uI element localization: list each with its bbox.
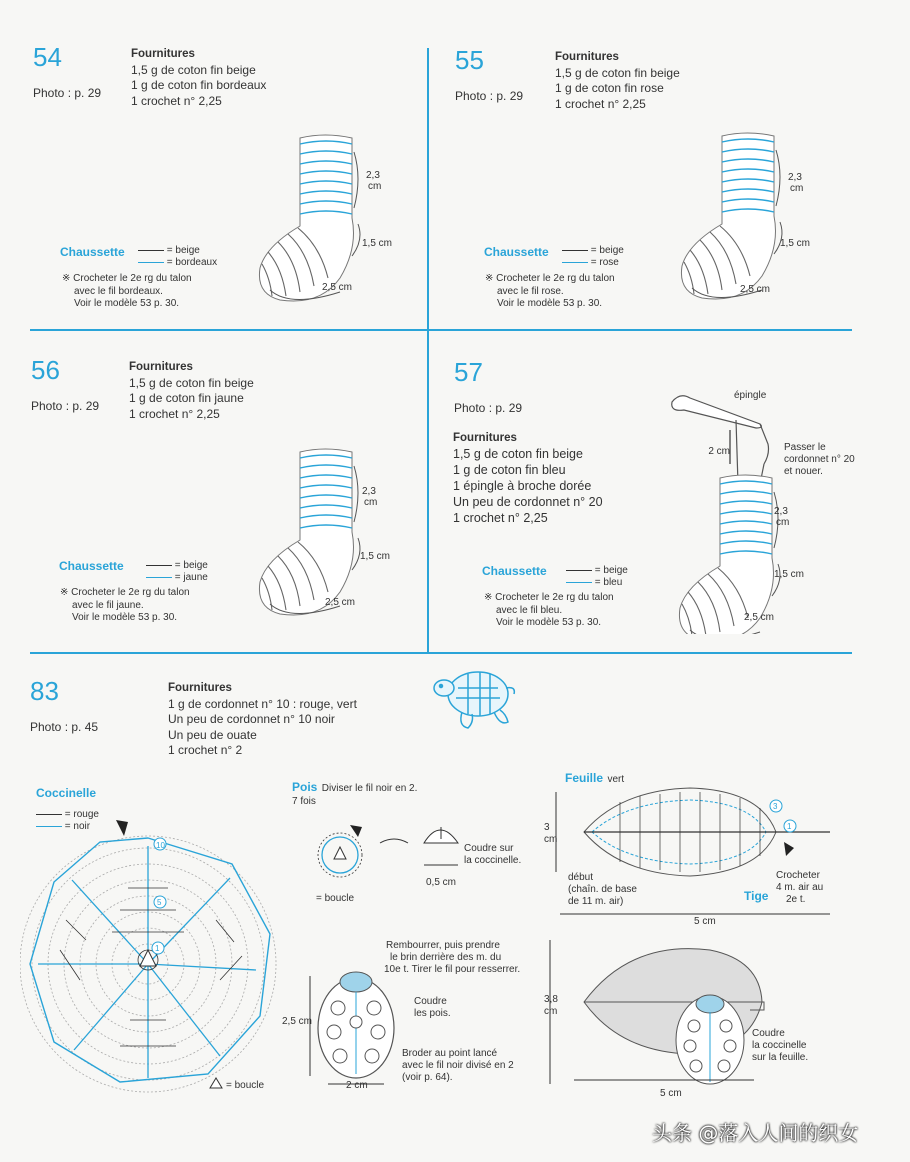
leaf-title: Feuille: [565, 771, 604, 785]
sew-leaf-3: sur la feuille.: [752, 1052, 809, 1063]
leaf-start-2: (chaîn. de base: [568, 884, 637, 895]
model-number: 57: [454, 357, 483, 387]
note-line: Voir le modèle 53 p. 30.: [496, 617, 602, 628]
color-legend: [146, 560, 208, 584]
note-line: avec le fil rose.: [497, 285, 564, 297]
sock-title: Chaussette: [482, 564, 547, 578]
bug-height: 2,5 cm: [282, 1016, 313, 1027]
note-line: avec le fil jaune.: [72, 599, 144, 611]
sock-diagram: [250, 128, 400, 308]
supply-item: Un peu de cordonnet n° 20: [453, 495, 603, 509]
supply-item: 1 g de coton fin bordeaux: [131, 78, 267, 92]
legend-second: = jaune: [174, 572, 208, 583]
color-legend: [562, 245, 624, 269]
watermark: 头条 @落入人间的织女: [652, 1121, 859, 1145]
note-line: Voir le modèle 53 p. 30.: [72, 612, 178, 623]
note-line: ※ Crocheter le 2e rg du talon: [484, 592, 614, 603]
model-number: 54: [33, 42, 62, 72]
leaf-color: vert: [607, 774, 625, 785]
supply-item: 1 crochet n° 2,25: [131, 93, 222, 108]
bug-width: 2 cm: [346, 1080, 368, 1091]
note: [485, 273, 615, 311]
supplies-list: [555, 50, 680, 112]
foot-label: 2,5 cm: [744, 612, 775, 623]
leaf-row-1: 1: [787, 822, 792, 831]
ladybug-title: Coccinelle: [36, 786, 97, 800]
sew-leaf-2: la coccinelle: [752, 1040, 807, 1051]
supplies-heading: Fournitures: [129, 361, 193, 373]
height-unit: cm: [364, 497, 378, 508]
supply-item: 1 crochet n° 2,25: [453, 511, 548, 525]
legend-beige: = beige: [166, 245, 200, 256]
stuff-line-1: Rembourrer, puis prendre: [386, 940, 500, 951]
supply-item: 1 g de coton fin jaune: [129, 391, 244, 405]
legend-beige: = beige: [174, 560, 208, 571]
legend-second: = rose: [590, 257, 619, 268]
heel-label: 1,5 cm: [774, 569, 805, 580]
leaf-width: 5 cm: [694, 916, 716, 927]
leaf-hook-1: Crocheter: [776, 870, 820, 881]
pass-line-1: Passer le: [784, 442, 826, 453]
pois-sew-2: la coccinelle.: [464, 855, 522, 866]
sock-with-pin-diagram: [660, 384, 860, 634]
height-label: 2,3: [362, 486, 376, 497]
pois-diagram: [300, 815, 540, 915]
heel-label: 1,5 cm: [360, 551, 391, 562]
note-line: avec le fil bordeaux.: [74, 285, 163, 297]
supplies-list: [131, 47, 266, 109]
boucle-legend: = boucle: [316, 893, 355, 904]
leaf-start-1: début: [568, 872, 594, 883]
foot-label: 2,5 cm: [740, 284, 771, 295]
color-legend: [138, 245, 217, 269]
row-label-5: 5: [157, 898, 162, 907]
foot-label: 2,5 cm: [325, 597, 356, 608]
ladybug-stitch-chart: [20, 820, 280, 1100]
sew-dots-1: Coudre: [414, 996, 447, 1007]
note-line: Voir le modèle 53 p. 30.: [497, 298, 603, 309]
boucle-legend: = boucle: [226, 1080, 265, 1091]
supplies-list: [168, 681, 357, 759]
pois-size: 0,5 cm: [426, 877, 457, 888]
legend-second: = bordeaux: [166, 257, 218, 268]
model-number: 56: [31, 355, 60, 385]
divider-horizontal-1: [30, 329, 852, 331]
sock-diagram: [672, 126, 822, 306]
embroider-3: (voir p. 64).: [402, 1072, 453, 1083]
leaf-hook-3: 2e t.: [786, 894, 806, 905]
heel-label: 1,5 cm: [780, 238, 811, 249]
height-unit: cm: [790, 183, 804, 194]
pois-sew-1: Coudre sur: [464, 843, 514, 854]
pass-line-3: et nouer.: [784, 466, 823, 477]
height-unit: cm: [776, 517, 790, 528]
leaf-finished-diagram: [540, 940, 840, 1100]
height-label: 2,3: [788, 172, 802, 183]
supply-item: Un peu de cordonnet n° 10 noir: [168, 712, 335, 726]
model-number: 83: [30, 676, 59, 706]
note-line: ※ Crocheter le 2e rg du talon: [62, 273, 192, 284]
legend-noir: = noir: [64, 821, 91, 832]
supplies-heading: Fournitures: [168, 682, 232, 694]
supply-item: 1,5 g de coton fin beige: [131, 62, 256, 77]
leaf-start-3: de 11 m. air): [568, 896, 624, 907]
supply-item: 1,5 g de coton fin beige: [555, 65, 680, 80]
note-line: avec le fil bleu.: [496, 604, 563, 616]
supply-item: 1 g de coton fin bleu: [453, 463, 566, 477]
leaf-stitch-chart: [540, 782, 840, 932]
pois-block: [292, 778, 417, 808]
photo-ref: Photo : p. 29: [455, 89, 524, 103]
supplies-heading: Fournitures: [453, 432, 517, 444]
supply-item: 1 crochet n° 2,25: [555, 96, 646, 111]
supplies-list: [129, 360, 254, 422]
embroider-1: Broder au point lancé: [402, 1048, 498, 1059]
supply-item: 1 g de coton fin rose: [555, 81, 664, 95]
note-line: ※ Crocheter le 2e rg du talon: [60, 587, 190, 598]
supplies-list: [453, 430, 603, 526]
leaf-stem-label: Tige: [744, 889, 769, 903]
note-line: ※ Crocheter le 2e rg du talon: [485, 273, 615, 284]
stuff-line-3: 10e t. Tirer le fil pour resserrer.: [384, 964, 521, 975]
pois-note: Diviser le fil noir en 2.: [321, 783, 418, 794]
legend-beige: = beige: [594, 565, 628, 576]
legend-rouge: = rouge: [64, 809, 99, 820]
note: [60, 587, 190, 625]
supply-item: 1,5 g de coton fin beige: [129, 375, 254, 390]
supply-item: 1,5 g de coton fin beige: [453, 447, 583, 461]
supply-item: 1 g de cordonnet n° 10 : rouge, vert: [168, 696, 357, 711]
pois-count: 7 fois: [292, 796, 316, 807]
foot-label: 2,5 cm: [322, 282, 353, 293]
supplies-heading: Fournitures: [555, 51, 619, 63]
leaf-height-1: 3: [544, 822, 550, 833]
pin-length: 2 cm: [708, 446, 730, 457]
sock-title: Chaussette: [59, 559, 124, 573]
height-label: 2,3: [774, 506, 788, 517]
height-label: 2,3: [366, 170, 380, 181]
color-legend: [566, 565, 628, 589]
pois-title: Pois: [292, 780, 318, 794]
leaf2-height-1: 3,8: [544, 994, 558, 1005]
supply-item: Un peu de ouate: [168, 727, 257, 742]
sew-leaf-1: Coudre: [752, 1028, 785, 1039]
supply-item: 1 crochet n° 2: [168, 743, 243, 757]
model-number: 55: [455, 45, 484, 75]
embroider-2: avec le fil noir divisé en 2: [402, 1060, 514, 1071]
heel-label: 1,5 cm: [362, 238, 393, 249]
leaf-hook-2: 4 m. air au: [776, 882, 824, 893]
note: [62, 273, 192, 311]
turtle-icon: [428, 658, 518, 738]
photo-ref: Photo : p. 29: [454, 401, 523, 415]
leaf2-height-2: cm: [544, 1006, 558, 1017]
legend-beige: = beige: [590, 245, 624, 256]
leaf-row-3: 3: [773, 802, 778, 811]
divider-vertical-top: [427, 48, 429, 654]
stuff-line-2: le brin derrière des m. du: [390, 952, 502, 963]
leaf-height-2: cm: [544, 834, 558, 845]
sock-title: Chaussette: [484, 245, 549, 259]
note: [484, 592, 614, 630]
photo-ref: Photo : p. 45: [30, 720, 99, 734]
supplies-heading: Fournitures: [131, 48, 195, 60]
row-label-10: 10: [156, 841, 165, 850]
supply-item: 1 épingle à broche dorée: [453, 479, 592, 493]
sock-diagram: [250, 442, 400, 622]
sew-dots-2: les pois.: [414, 1008, 451, 1019]
pass-line-2: cordonnet n° 20: [784, 454, 855, 465]
pin-label: épingle: [734, 390, 767, 401]
supply-item: 1 crochet n° 2,25: [129, 406, 220, 421]
photo-ref: Photo : p. 29: [31, 399, 100, 413]
legend-second: = bleu: [594, 577, 623, 588]
height-unit: cm: [368, 181, 382, 192]
ladybug-finished-diagram: [280, 936, 580, 1096]
divider-horizontal-2: [30, 652, 852, 654]
row-label-1: 1: [155, 944, 160, 953]
leaf2-width: 5 cm: [660, 1088, 682, 1099]
photo-ref: Photo : p. 29: [33, 86, 102, 100]
note-line: Voir le modèle 53 p. 30.: [74, 298, 180, 309]
sock-title: Chaussette: [60, 245, 125, 259]
